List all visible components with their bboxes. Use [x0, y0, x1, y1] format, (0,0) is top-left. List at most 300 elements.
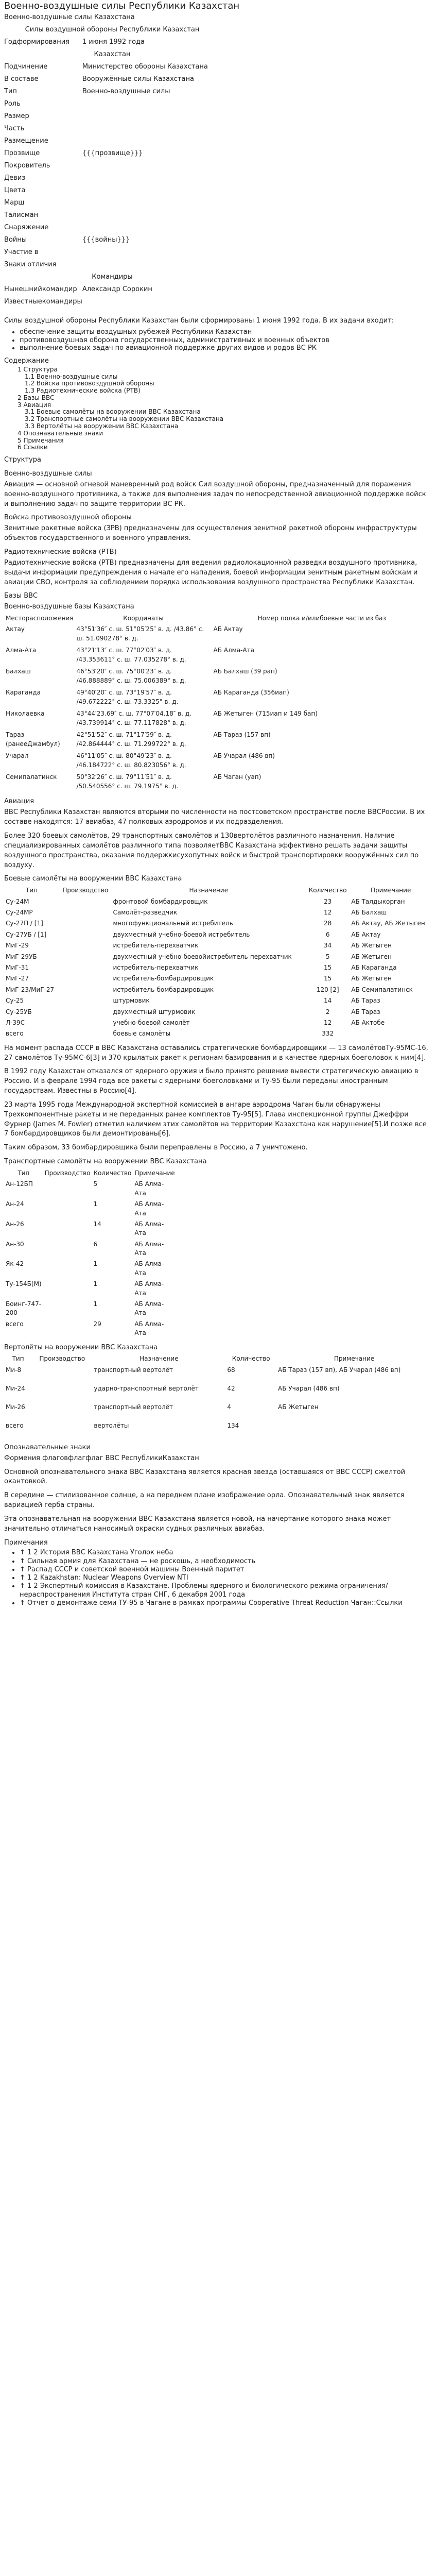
infobox-value: Военно-воздушные силы [82, 88, 170, 96]
toc-link[interactable]: 1 Структура [18, 365, 58, 373]
infobox-key: Талисман [4, 211, 39, 219]
infobox-value: 1 июня 1992 года [82, 38, 145, 46]
column-header: Тип [12, 1355, 24, 1363]
infobox-key: Часть [4, 125, 25, 133]
section-combat-aircraft: Боевые самолёты на вооружении ВВС Казахстана [4, 875, 182, 883]
infobox-value [82, 260, 220, 272]
infobox-value: Вооружённые силы Казахстана [82, 75, 194, 83]
table-cell: 1 [93, 1260, 98, 1268]
table-cell: АБ Актау [213, 625, 243, 633]
table-cell: истребитель-перехватчик [113, 963, 199, 971]
paragraph-insignia-1: Формения флаговфлагфлаг ВВС РеспубликиКазахстан [4, 1454, 199, 1462]
table-cell: МиГ-29 [6, 942, 29, 950]
column-header: Производство [62, 887, 109, 894]
tasks-list [4, 328, 432, 352]
infobox-row [4, 284, 220, 297]
table-cell: 68 [227, 1366, 235, 1374]
table-of-contents [4, 366, 432, 452]
table-cell: Ми-26 [6, 1403, 25, 1411]
table-cell: Ан-24 [6, 1200, 24, 1208]
infobox-row [4, 210, 220, 223]
transport-row [4, 1219, 177, 1239]
infobox-value [82, 247, 220, 260]
toc-title: Содержание [4, 357, 49, 365]
column-header: Координаты [123, 615, 164, 622]
table-cell: АБ Жетыген [351, 953, 392, 960]
base-row [4, 666, 432, 687]
infobox-key: Покровитель [4, 162, 50, 170]
infobox-key: Нынешнийкомандир [4, 285, 77, 294]
section-insignia: Опознавательные знаки [4, 1443, 91, 1451]
infobox-key: Роль [4, 100, 21, 108]
table-cell: 15 [324, 963, 332, 971]
table-cell: 14 [93, 1220, 101, 1228]
base-row [4, 624, 432, 645]
helicopter-row [4, 1383, 432, 1402]
infobox-value: Александр Сорокин [82, 285, 152, 294]
transport-row [4, 1199, 177, 1219]
toc-link[interactable]: 3.2 Транспортные самолёты на вооружении ВВС Казахстана [25, 415, 224, 423]
infobox-key: Тип [4, 88, 17, 96]
table-cell: 29 [93, 1320, 101, 1328]
infobox-key: Марш [4, 199, 25, 207]
infobox-key: Известныекомандиры [4, 298, 82, 306]
infobox-key: Цвета [4, 187, 26, 195]
table-cell: двухместный учебно-боевойистребитель-перехватчик [113, 953, 292, 960]
section-notes: Примечания [4, 1538, 48, 1547]
table-cell: АБ Тараз (157 вп), АБ Учарал (486 вп) [278, 1366, 401, 1374]
column-header: Месторасположения [6, 615, 74, 622]
task-item: • противовоздушная оборона государственных, административных и военных объектов [20, 336, 432, 345]
infobox-row [4, 247, 220, 260]
infobox-row [4, 185, 220, 198]
table-cell: транспортный вертолёт [94, 1403, 173, 1411]
table-cell: АБ Чаган (уап) [213, 773, 261, 781]
table-cell [43, 1179, 92, 1199]
table-cell: АБ Алма-Ата [134, 1280, 164, 1297]
table-cell [59, 1007, 111, 1018]
helicopter-row [4, 1402, 432, 1420]
section-bases: Базы ВВС [4, 592, 38, 600]
table-cell [43, 1299, 92, 1319]
infobox-key: Подчинение [4, 63, 48, 71]
table-cell: АБ Балхаш (39 рап) [213, 668, 277, 675]
table-cell: Ту-154Б(М) [6, 1280, 42, 1288]
paragraph-insignia-3: В середине — стилизованное солнце, а на переднем плане изображение орла. Опознавательный знак является вариацией герба страны. [4, 1492, 405, 1510]
table-cell [59, 973, 111, 984]
table-cell: Тараз (ранееДжамбул) [6, 731, 60, 748]
note-item: • ↑ 1 2 Kazakhstan: Nuclear Weapons Overview NTI [20, 1574, 432, 1582]
table-cell: Учарал [6, 752, 29, 760]
column-header: Номер полка и/илибоевые части из баз [257, 615, 386, 622]
table-cell: Николаевка [6, 710, 45, 718]
table-cell: АБ Учарал (486 вп) [278, 1384, 340, 1392]
table-cell [59, 995, 111, 1006]
toc-link[interactable]: 4 Опознавательные знаки [18, 429, 103, 437]
infobox-row [4, 62, 220, 74]
table-cell: 50°32′26″ с. ш. 79°11′51″ в. д. /50.540556° с. ш. 79.1975° в. д. [76, 773, 179, 790]
column-header: Тип [18, 1169, 30, 1177]
note-item: • ↑ Отчет о демонтаже семи ТУ-95 в Чагане в рамках программы Cooperative Threat Reduction Чаган::Ссылки [20, 1599, 432, 1607]
infobox-heading: Казахстан [94, 50, 131, 59]
table-cell [59, 929, 111, 940]
table-cell [59, 918, 111, 929]
table-cell: Ми-24 [6, 1384, 25, 1392]
table-cell [43, 1239, 92, 1259]
table-cell: 15 [324, 975, 332, 982]
toc-link[interactable]: 1.2 Войска противовоздушной обороны [25, 380, 154, 387]
toc-link[interactable]: 6 Ссылки [18, 444, 48, 451]
infobox-key: Размер [4, 112, 29, 121]
table-cell: вертолёты [94, 1421, 129, 1429]
table-cell [43, 1259, 92, 1279]
combat-aircraft-table [4, 885, 432, 1039]
table-cell: 43°21′13″ с. ш. 77°02′03″ в. д. /43.353611° с. ш. 77.035278° в. д. [76, 647, 186, 663]
infobox-key: Знаки отличия [4, 261, 57, 269]
table-cell: АБ Жетыген [351, 942, 392, 950]
table-cell: Су-25УБ [6, 1008, 32, 1015]
table-cell: АБ Алма-Ата [134, 1300, 164, 1317]
note-item: • ↑ Сильная армия для Казахстана — не роскошь, а необходимость [20, 1557, 432, 1566]
table-cell: двухместный штурмовик [113, 1008, 196, 1015]
table-cell: Актау [6, 625, 25, 633]
table-cell: АБ Талдыкорган [351, 897, 405, 905]
toc-link[interactable]: 2 Базы ВВС [18, 394, 55, 401]
toc-link[interactable]: 3.1 Боевые самолёты на вооружении ВВС Казахстана [25, 408, 201, 416]
table-cell: 2 [325, 1008, 330, 1015]
infobox-value [82, 185, 220, 198]
task-item: • выполнение боевых задач по авиационной поддержке других видов и родов ВС РК [20, 344, 432, 352]
table-cell: Алма-Ата [6, 647, 37, 654]
infobox-value [82, 297, 220, 309]
infobox-key: Участие в [4, 248, 39, 257]
table-cell: Ан-30 [6, 1240, 24, 1248]
table-cell: 6 [93, 1240, 98, 1248]
aircraft-row [4, 1007, 432, 1018]
table-cell [32, 1383, 92, 1402]
column-header: Примечание [134, 1169, 175, 1177]
table-cell: Самолёт-разведчик [113, 909, 178, 916]
table-cell [59, 907, 111, 918]
infobox-key: Прозвище [4, 149, 40, 158]
infobox-row [4, 272, 220, 284]
table-cell [43, 1279, 92, 1299]
table-cell [59, 940, 111, 951]
paragraph-rtv: Радиотехнические войска (РТВ) предназначены для ведения радиолокационной разведки воздушного противника, выдачи информации предупреждения о начале его нападения, боевой информации зенитным ракетным войскам и авиации СВО, контроля за соблюдением порядка использования воздушного пространства Республики Казахстан. [4, 558, 418, 586]
table-cell: 120 [2] [316, 986, 339, 993]
paragraph-strategic-1: На момент распада СССР в ВВС Казахстана оставались стратегические бомбардировщики — 13 самолётовТу-95МС-16, 27 самолётов Ту-95МС-6[3] и 370 крылатых ракет к регионам базирования и в качестве ядерных боеголовок к ним[4]. [4, 1044, 428, 1062]
base-row [4, 751, 432, 772]
transport-row [4, 1239, 177, 1259]
aircraft-row [4, 973, 432, 984]
table-cell: Су-27П / [1] [6, 920, 43, 927]
table-cell [43, 1199, 92, 1219]
table-cell [59, 1028, 111, 1039]
infobox-row [4, 74, 220, 87]
infobox-row [4, 161, 220, 173]
table-cell: АБ Актау [351, 930, 381, 938]
table-cell: АБ Тараз (157 вп) [213, 731, 271, 739]
table-cell [59, 896, 111, 907]
table-cell: 14 [324, 997, 332, 1005]
table-cell: АБ Алма-Ата [134, 1240, 164, 1257]
infobox [4, 25, 220, 309]
table-cell: истребитель-бомбардировщик [113, 975, 214, 982]
section-rtv: Радиотехнические войска (РТВ) [4, 548, 117, 556]
base-row [4, 708, 432, 730]
paragraph-strategic-4: Таким образом, 33 бомбардировщика были переправлены в Россию, а 7 уничтожено. [4, 1144, 308, 1152]
aircraft-row [4, 995, 432, 1006]
column-header: Количество [232, 1355, 270, 1363]
aircraft-row [4, 896, 432, 907]
table-cell: Семипалатинск [6, 773, 57, 781]
section-vvs: Военно-воздушные силы [4, 470, 92, 478]
infobox-value [82, 173, 220, 185]
helicopter-row [4, 1420, 432, 1439]
table-cell: АБ Семипалатинск [351, 986, 413, 993]
transport-row [4, 1319, 177, 1339]
page-title: Военно-воздушные силы Республики Казахстан [4, 1, 240, 11]
table-cell: Су-24МР [6, 909, 33, 916]
infobox-value [82, 136, 220, 148]
table-cell: 46°53′20″ с. ш. 75°00′23″ в. д. /46.888889° с. ш. 75.006389° в. д. [76, 668, 186, 684]
table-cell: Ми-8 [6, 1366, 22, 1374]
table-cell: 1 [93, 1200, 98, 1208]
aircraft-row [4, 1028, 432, 1039]
table-cell: Караганда [6, 689, 41, 697]
infobox-key: В составе [4, 75, 39, 83]
table-cell: Як-42 [6, 1260, 24, 1268]
table-cell: МиГ-27 [6, 975, 29, 982]
infobox-row [4, 87, 220, 99]
paragraph-insignia-2: Основной опознавательного знака ВВС Казахстана является красная звезда (оставшаяся от ВВС СССР) сжелтой окантовкой. [4, 1468, 406, 1486]
toc-link[interactable]: 3.3 Вертолёты на вооружении ВВС Казахстана [25, 422, 179, 430]
note-item: • ↑ 1 2 История ВВС Казахстана Уголок неба [20, 1549, 432, 1557]
infobox-value: Министерство обороны Казахстана [82, 63, 208, 71]
toc-link[interactable]: 1.1 Военно-воздушные силы [25, 372, 118, 380]
column-header: Назначение [189, 887, 228, 894]
infobox-row [4, 173, 220, 185]
table-cell: 12 [324, 1019, 332, 1026]
helicopters-table [4, 1353, 432, 1438]
table-cell: штурмовик [113, 997, 150, 1005]
table-cell: АБ Караганда [351, 963, 397, 971]
table-cell [43, 1219, 92, 1239]
table-cell: Ан-12БП [6, 1180, 33, 1188]
base-row [4, 730, 432, 751]
aircraft-row [4, 918, 432, 929]
toc-link[interactable]: 1.3 Радиотехнические войска (РТВ) [25, 387, 141, 395]
table-cell [350, 1028, 432, 1039]
helicopter-row [4, 1365, 432, 1383]
section-aviation: Авиация [4, 798, 34, 806]
base-row [4, 687, 432, 708]
table-cell: АБ Тараз [351, 997, 380, 1005]
table-cell: АБ Актау, АБ Жетыген [351, 920, 425, 927]
section-transport-aircraft: Транспортные самолёты на вооружении ВВС Казахстана [4, 1158, 207, 1166]
table-cell: АБ Алма-Ата [134, 1220, 164, 1237]
table-cell: МиГ-23/МиГ-27 [6, 986, 55, 993]
aircraft-row [4, 929, 432, 940]
section-helicopters: Вертолёты на вооружении ВВС Казахстана [4, 1343, 158, 1351]
table-cell: 5 [93, 1180, 98, 1188]
infobox-row [4, 148, 220, 161]
table-cell: АБ Алма-Ата [134, 1200, 164, 1217]
table-cell [59, 962, 111, 973]
table-cell: истребитель-перехватчик [113, 942, 199, 950]
task-item: • обеспечение защиты воздушных рубежей Республики Казахстан [20, 328, 432, 336]
infobox-row [4, 136, 220, 148]
infobox-row [4, 223, 220, 235]
infobox-value [82, 198, 220, 210]
table-cell: АБ Жетыген (715иап и 149 бап) [213, 710, 318, 718]
infobox-value [82, 161, 220, 173]
table-cell: 5 [325, 953, 330, 960]
infobox-key: Годформирования [4, 38, 70, 46]
infobox-value [82, 124, 220, 136]
aircraft-row [4, 985, 432, 995]
toc-link[interactable]: 5 Примечания [18, 436, 64, 444]
column-header: Количество [308, 887, 347, 894]
column-header: Назначение [139, 1355, 179, 1363]
table-cell: 46°11′05″ с. ш. 80°49′23″ в. д. /46.184722° с. ш. 80.823056° в. д. [76, 752, 186, 769]
paragraph-vvs: Авиация — основной огневой маневренный род войск Сил воздушной обороны, предназначенный для поражения военно-воздушного противника, а также для выполнения задач по непосредственной авиационной поддержке войск и выполнению задач по защите территории ВС РК. [4, 480, 426, 508]
table-cell: всего [6, 1030, 24, 1038]
table-cell: 28 [324, 920, 332, 927]
paragraph-aviation-1: ВВС Республики Казахстан являются вторыми по численности на постсоветском пространстве после ВВСРоссии. В их составе находятся: 17 авиабаз, 47 полковых аэродромов и их подразделения. [4, 808, 425, 826]
infobox-row [4, 297, 220, 309]
table-cell [43, 1319, 92, 1339]
intro-text: Силы воздушной обороны Республики Казахстан были сформированы 1 июня 1992 года. В их задачи входит: [4, 317, 394, 325]
aircraft-row [4, 952, 432, 962]
transport-row [4, 1259, 177, 1279]
section-pvo: Войска противовоздушной обороны [4, 514, 132, 522]
notes-list [4, 1549, 432, 1607]
table-cell: 6 [325, 930, 330, 938]
table-cell: 332 [322, 1030, 334, 1038]
infobox-row [4, 198, 220, 210]
table-cell: 134 [227, 1421, 239, 1429]
note-item: • ↑ Распад СССР и советской военной машины Военный паритет [20, 1566, 432, 1574]
table-cell: АБ Алма-Ата [134, 1320, 164, 1337]
infobox-heading: Командиры [92, 273, 133, 281]
transport-aircraft-table [4, 1168, 177, 1339]
table-cell: 12 [324, 909, 332, 916]
bases-subtitle: Военно-воздушные базы Казахстана [4, 603, 134, 611]
table-cell [32, 1402, 92, 1420]
infobox-row [4, 49, 220, 62]
table-cell: Балхаш [6, 668, 31, 675]
table-cell: многофункциональный истребитель [113, 920, 233, 927]
table-cell: 4 [227, 1403, 232, 1411]
aircraft-row [4, 962, 432, 973]
table-cell: Су-27УБ / [1] [6, 930, 47, 938]
infobox-value [82, 223, 220, 235]
column-header: Тип [26, 887, 38, 894]
column-header: Производство [39, 1355, 85, 1363]
table-cell [59, 952, 111, 962]
infobox-value [82, 99, 220, 111]
transport-row [4, 1279, 177, 1299]
table-cell [59, 985, 111, 995]
table-cell: АБ Алма-Ата [134, 1260, 164, 1277]
table-cell: АБ Алма-Ата [213, 647, 254, 654]
table-cell: двухместный учебно-боевой истребитель [113, 930, 250, 938]
infobox-row [4, 124, 220, 136]
infobox-value: {{{прозвище}}} [82, 149, 143, 158]
table-cell: АБ Караганда (356иап) [213, 689, 289, 697]
bases-table [4, 613, 432, 793]
column-header: Количество [93, 1169, 132, 1177]
table-cell: боевые самолёты [113, 1030, 171, 1038]
infobox-value [82, 111, 220, 124]
table-cell: 1 [93, 1300, 98, 1308]
table-cell: АБ Жетыген [351, 975, 392, 982]
table-cell: АБ Алма-Ата [134, 1180, 164, 1197]
table-cell: АБ Тараз [351, 1008, 380, 1015]
page-subtitle: Военно-воздушные силы Казахстана [4, 13, 135, 22]
column-header: Производство [44, 1169, 91, 1177]
column-header: Примечание [334, 1355, 375, 1363]
transport-row [4, 1179, 177, 1199]
table-cell: 23 [324, 897, 332, 905]
table-cell [276, 1420, 432, 1439]
toc-link[interactable]: 3 Авиация [18, 401, 51, 409]
section-structure: Структура [4, 456, 41, 464]
aircraft-row [4, 907, 432, 918]
table-cell: Л-39С [6, 1019, 25, 1026]
table-cell: 34 [324, 942, 332, 950]
table-cell: МиГ-29УБ [6, 953, 37, 960]
transport-row [4, 1299, 177, 1319]
table-cell: АБ Балхаш [351, 909, 387, 916]
table-cell: 42°51′52″ с. ш. 71°17′59″ в. д. /42.864444° с. ш. 71.299722° в. д. [76, 731, 186, 748]
table-cell: Су-25 [6, 997, 24, 1005]
table-cell: 49°40′20″ с. ш. 73°19′57″ в. д. /49.672222° с. ш. 73.3325° в. д. [76, 689, 179, 705]
table-cell: Су-24М [6, 897, 29, 905]
table-cell: учебно-боевой самолёт [113, 1019, 190, 1026]
note-item: • ↑ 1 2 Экспертный комиссия в Казахстане. Проблемы ядерного и биологического режима ограничения/нераспространения Института стран СНГ, 6 декабря 2001 года [20, 1582, 432, 1599]
base-row [4, 645, 432, 666]
infobox-row [4, 111, 220, 124]
table-cell: 42 [227, 1384, 235, 1392]
table-cell: Ан-26 [6, 1220, 24, 1228]
paragraph-pvo: Зенитные ракетные войска (ЗРВ) предназначены для осуществления зенитной ракетной обороны инфраструктуры объектов государственного и военного управления. [4, 524, 417, 543]
infobox-row [4, 260, 220, 272]
infobox-key: Размещение [4, 137, 48, 145]
aircraft-row [4, 1018, 432, 1028]
infobox-heading: Силы воздушной обороны Республики Казахстан [25, 26, 200, 34]
table-cell: 43°51′36″ с. ш. 51°05′25″ в. д. /43.86° с. ш. 51.090278° в. д. [76, 625, 204, 642]
table-cell: МиГ-31 [6, 963, 29, 971]
table-cell: АБ Жетыген [278, 1403, 319, 1411]
table-cell: всего [6, 1421, 24, 1429]
infobox-key: Войны [4, 236, 27, 244]
table-cell [32, 1420, 92, 1439]
table-cell: 43°44′23.69″ с. ш. 77°07′04.18″ в. д. /43.739914° с. ш. 77.117828° в. д. [76, 710, 191, 726]
infobox-row [4, 235, 220, 247]
table-cell: АБ Актобе [351, 1019, 385, 1026]
table-cell [32, 1365, 92, 1383]
infobox-row [4, 99, 220, 111]
table-cell: всего [6, 1320, 24, 1328]
table-cell: Боинг-747-200 [6, 1300, 42, 1317]
table-cell: транспортный вертолёт [94, 1366, 173, 1374]
infobox-value: {{{войны}}} [82, 236, 130, 244]
infobox-value [82, 210, 220, 223]
paragraph-aviation-2: Более 320 боевых самолётов, 29 транспортных самолётов и 130вертолётов различного назначения. Наличие специализированных самолётов различного типа позволяетВВС Казахстана эффективно решать задачи защиты воздушного пространства, оказания поддержкисухопутных войск и быстрой транспортировки вооружённых сил по воздуху. [4, 832, 419, 869]
paragraph-strategic-2: В 1992 году Казахстан отказался от ядерного оружия и было принято решение вывести стратегическую авиацию в Россию. И в феврале 1994 года все ракеты с ядерными боеголовками и Ту-95 были переданы иностранным государствам. Известны в Россию[4]. [4, 1067, 418, 1095]
